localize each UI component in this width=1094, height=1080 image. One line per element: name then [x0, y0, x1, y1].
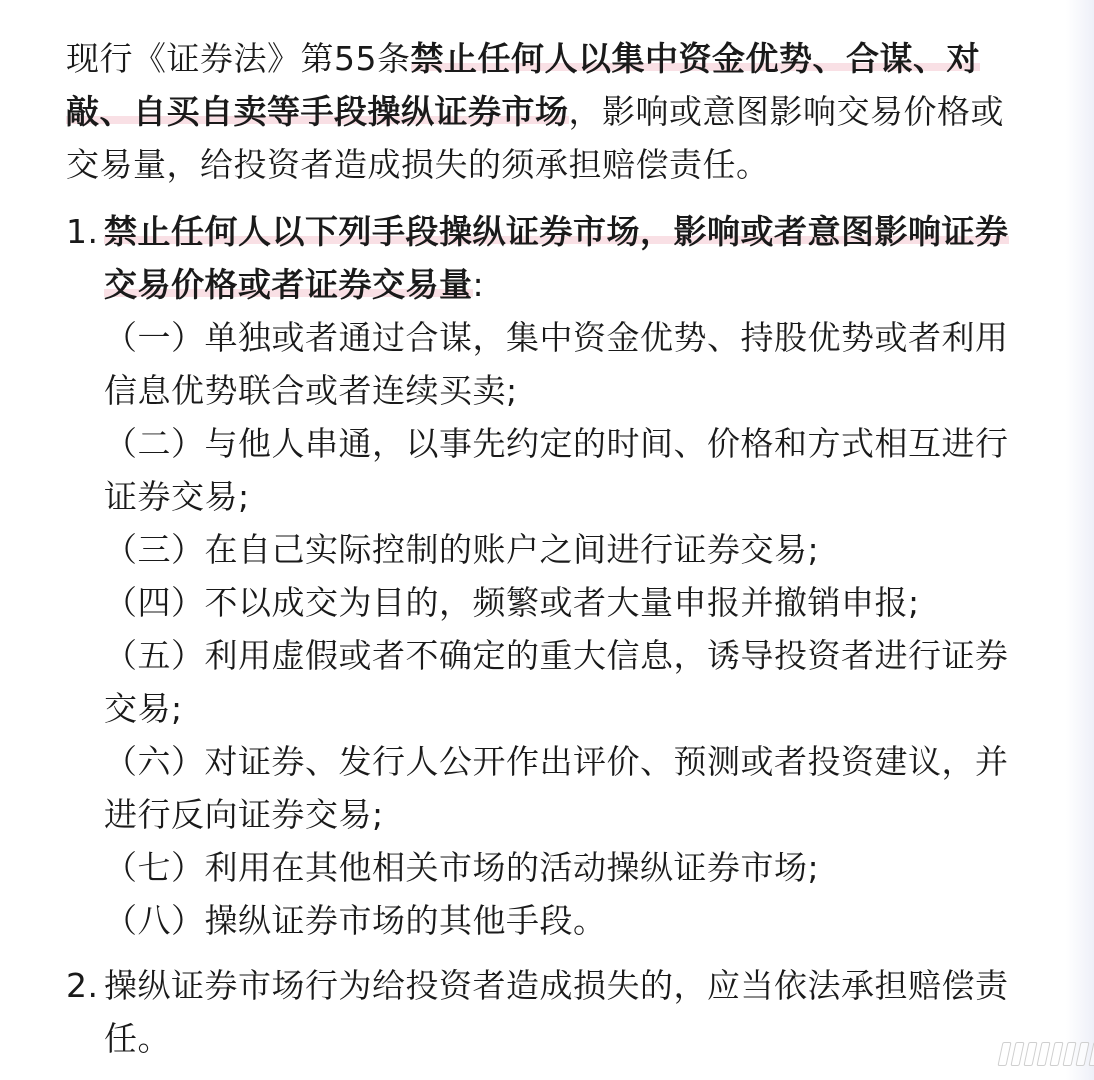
clause-5: （五）利用虚假或者不确定的重大信息，诱导投资者进行证券交易; — [104, 636, 1009, 728]
point-2-number: 2. — [66, 966, 99, 1005]
intro-lead: 现行《证券法》第55条 — [66, 39, 411, 78]
clause-7: （七）利用在其他相关市场的活动操纵证券市场; — [104, 848, 820, 887]
intro-bold-highlight: 禁止任何人以集中资金优势、合谋、对敲、自买自卖等手段操纵证券市场 — [66, 39, 980, 131]
point-1-body — [104, 205, 1028, 947]
intro-paragraph — [66, 32, 1028, 191]
document-body — [66, 32, 1028, 1065]
right-edge-shade — [1066, 0, 1094, 1080]
clause-8: （八）操纵证券市场的其他手段。 — [104, 901, 607, 940]
point-1-colon: : — [472, 265, 485, 304]
point-1-heading — [104, 205, 1028, 311]
point-1 — [66, 205, 1028, 947]
clause-6: （六）对证券、发行人公开作出评价、预测或者投资建议，并进行反向证券交易; — [104, 742, 1009, 834]
clause-4: （四）不以成交为目的，频繁或者大量申报并撤销申报; — [104, 583, 920, 622]
stripes-watermark-icon — [1000, 1042, 1094, 1066]
point-2 — [66, 959, 1028, 1065]
clause-1: （一）单独或者通过合谋，集中资金优势、持股优势或者利用信息优势联合或者连续买卖; — [104, 318, 1009, 410]
clause-2: （二）与他人串通，以事先约定的时间、价格和方式相互进行证券交易; — [104, 424, 1009, 516]
clause-3: （三）在自己实际控制的账户之间进行证券交易; — [104, 530, 820, 569]
intro-tail: ，影响或意图影响交易价格或交易量，给投资者造成损失的须承担赔偿责任。 — [66, 92, 1004, 184]
point-2-body: 操纵证券市场行为给投资者造成损失的，应当依法承担赔偿责任。 — [104, 966, 1009, 1058]
point-1-bold-highlight: 禁止任何人以下列手段操纵证券市场，影响或者意图影响证券交易价格或者证券交易量 — [104, 212, 1009, 304]
clause-list — [104, 311, 1028, 947]
point-1-number: 1. — [66, 212, 99, 251]
